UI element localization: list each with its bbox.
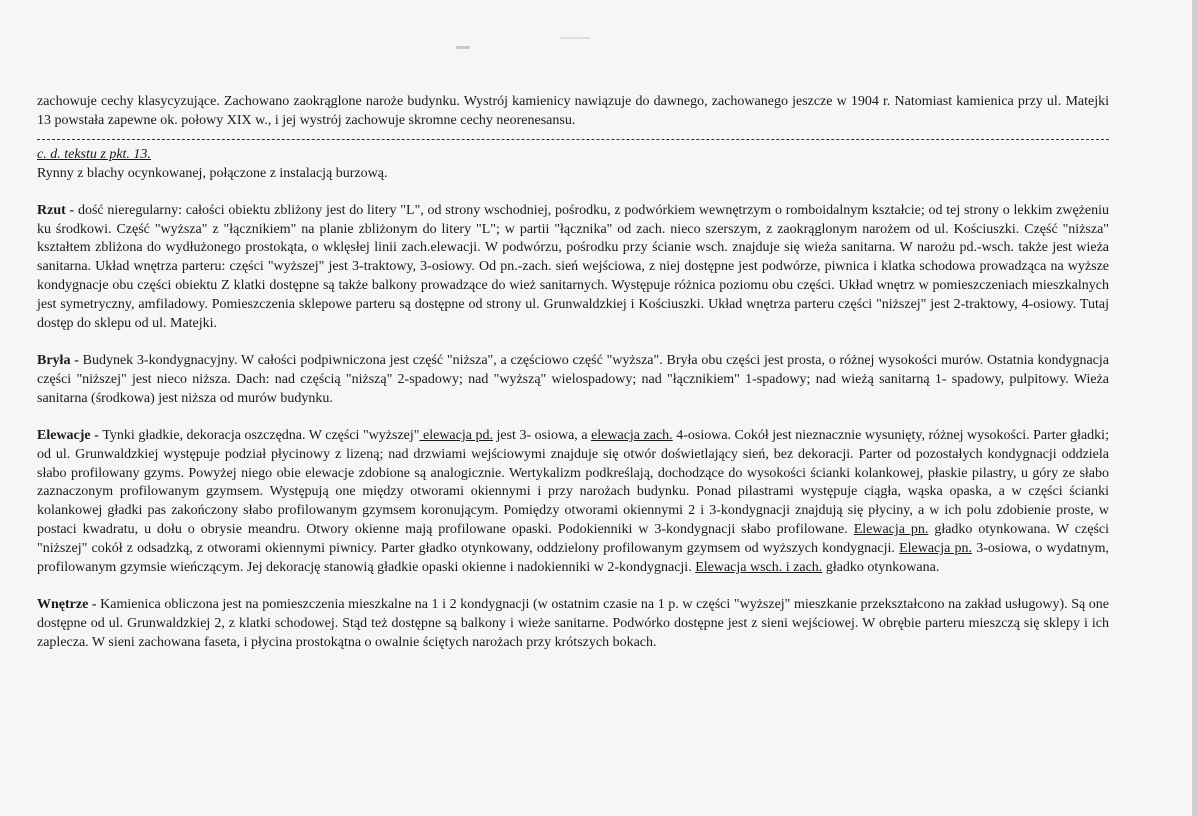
wnetrze-label: Wnętrze - <box>37 596 101 612</box>
elewacje-label: Elewacje - <box>37 427 103 443</box>
elewacje-text-6: gładko otynkowana. <box>822 560 940 576</box>
continuation-text: Rynny z blachy ocynkowanej, połączone z instalacją burzową. <box>37 165 388 181</box>
rzut-label: Rzut - <box>37 202 78 218</box>
rzut-text: dość nieregularny: całości obiektu zbliżony jest do litery "L", od strony wschodniej, pośrodku, z podwórkiem wewnętrzym o romboidalnym kształcie; od tej strony o lekkim zwężeniu ku środkowi. Część "wyższa" z "łącznikiem" na planie zbliżonym do litery "L"; w partii "łącznika" od zach. nieco szerszym, z zaokrąglonym narożem od ul. Kościuszki. Część "niższa" kształtem zbliżona do wydłużonego prostokąta, o wklęsłej linii zach.elewacji. W podwórzu, pośrodku przy ścianie wsch. znajduje się wieża sanitarna. W narożu pd.-wsch. także jest wieża sanitarna. Układ wnętrza parteru: części "wyższej" jest 3-traktowy, 3-osiowy. Od pn.-zach. sień wejściowa, z niej dostępne jest podwórze, piwnica i klatka schodowa prowadząca na wyższe kondygnacje obu części obiektu Z klatki dostępne są także balkony prowadzące do wież sanitarnych. Występuje różnica poziomu obu części. Układ wnętrz w pomieszczeniach mieszkalnych jest symetryczny, amfiladowy. Pomieszczenia sklepowe parteru są dostępne od strony ul. Grunwaldzkiej i Kościuszki. Układ wnętrza parteru części "niższej" jest 2-traktowy, 4-osiowy. Tutaj dostęp do sklepu od ul. Matejki. <box>37 202 1109 332</box>
scan-smudge <box>560 37 590 39</box>
continuation-heading: c. d. tekstu z pkt. 13. <box>37 146 151 162</box>
elewacje-text-2: jest 3- osiowa, a <box>492 427 592 443</box>
elewacja-pd-link: elewacja pd. <box>419 427 493 443</box>
elewacje-text-3: 4-osiowa. Cokół jest nieznacznie wysunięty, różnej wysokości. Parter gładki; od ul. Grunwaldzkiej występuje podział płycinowy z lizeną; nad drzwiami wejściowymi znajduje się otwór doświetlający sień, bez dekoracji. Parter od pozostałych kondygnacji oddziela słabo profilowany gzyms. Powyżej niego obie elewacje zdobione są analogicznie. Wertykalizm podkreślają, dochodzące do wysokości ścianki kolankowej, płaskie pilastry, u góry ze słabo zaznaczonym profilowanym gzymsem. Występują one między otworami okiennymi i przy narożach budynku. Ponad pilastrami występuje ciągła, wąska opaska, a w części ścianki kolankowej gładki pas zakończony słabo profilowanym gzymsem koronującym. Pomiędzy otworami okiennymi 2 i 3-kondygnacji znajdują się płyciny, a w ich polu zdobienie proste, w postaci kwadratu, u dołu o obrysie meandru. Otwory okienne mają profilowane opaski. Podokienniki w 3-kondygnacji słabo profilowane. <box>37 427 1109 538</box>
bryla-label: Bryła - <box>37 352 83 368</box>
elewacja-wsch-zach-link: Elewacja wsch. i zach. <box>695 560 823 576</box>
elewacje-text-4: gładko otynkowana. W części "niższej" cokół z odsadzką, z otworami okiennymi piwnicy. Parter gładko otynkowany, oddzielony profilowanym gzymsem od wyższych kondygnacji. <box>37 522 1109 557</box>
bryla-text: Budynek 3-kondygnacyjny. W całości podpiwniczona jest część "niższa", a częściowo część "wyższa". Bryła obu części jest prosta, o różnej wysokości murów. Ostatnia kondygnacja części "niższej" jest nieco niższa. Dach: nad częścią "niższą" 2-spadowy; nad "wyższą" wielospadowy; nad "łącznikiem" 1-spadowy; nad wieżą sanitarną 1- spadowy, pulpitowy. Wieża sanitarna (środkowa) jest niższa od murów budynku. <box>37 352 1109 406</box>
document-text <box>37 93 1109 653</box>
scan-edge <box>1192 0 1198 816</box>
wnetrze-paragraph <box>37 596 1109 653</box>
dashed-separator <box>37 139 1109 140</box>
bryla-paragraph <box>37 352 1109 409</box>
intro-line-1: zachowuje cechy klasycyzujące. Zachowano zaokrąglone naroże budynku. Wystrój kamienicy nawiązuje do dawnego, zachowanego jeszcze w 1904 r. Natomiast <box>37 94 953 109</box>
intro-line-2: kamienica przy ul. Matejki 13 powstała zapewne ok. połowy XIX w., i jej wystrój zachowuje skromne cechy neorenesansu. <box>37 94 1109 128</box>
elewacje-text-1: Tynki gładkie, dekoracja oszczędna. W części "wyższej" <box>102 427 420 443</box>
elewacje-text-5: 3-osiowa, o wydatnym, profilowanym gzymsie wieńczącym. Jej dekorację stanowią gładkie opaski okienne i nadokienniki w 2-kondygnacji. <box>37 541 1110 576</box>
elewacja-zach-link: elewacja zach. <box>591 427 673 443</box>
scan-smudge <box>456 46 470 49</box>
elewacja-pn-link-2: Elewacja pn. <box>899 541 973 557</box>
elewacja-pn-link-1: Elewacja pn. <box>853 522 929 538</box>
wnetrze-text: Kamienica obliczona jest na pomieszczenia mieszkalne na 1 i 2 kondygnacji (w ostatnim czasie na 1 p. w części "wyższej" mieszkanie przekształcono na zakład usługowy). Są one dostępne od ul. Grunwaldzkiej 2, z klatki schodowej. Stąd też dostępne są balkony i wieże sanitarne. Podwórko dostępne jest z sieni wejściowej. W obrębie parteru mieszczą się sklepy i ich zaplecza. W sieni zachowana faseta, i płycina prostokątna o owalnie ściętych narożach przy krótszych bokach. <box>37 596 1109 650</box>
elewacje-paragraph <box>37 427 1109 578</box>
intro-paragraph <box>37 93 1109 131</box>
rzut-paragraph <box>37 202 1109 334</box>
